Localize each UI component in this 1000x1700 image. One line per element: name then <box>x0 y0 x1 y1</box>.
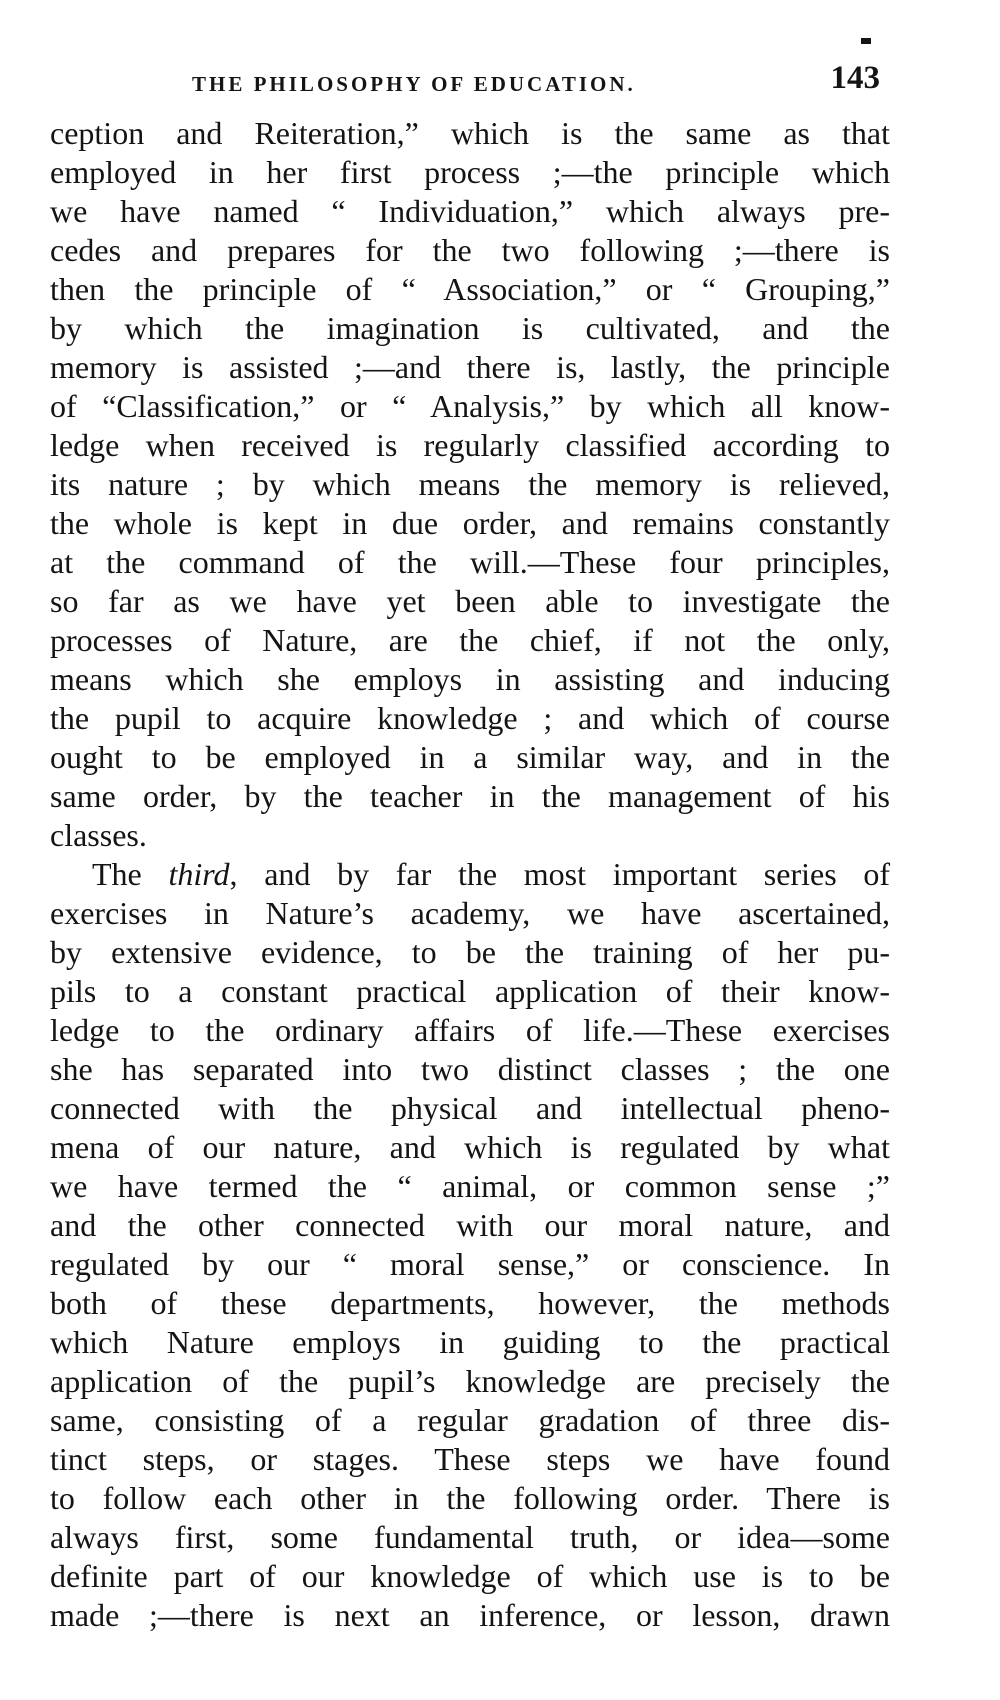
text-line: exercises in Nature’s academy, we have ascertained, <box>50 895 890 931</box>
text-line: both of these departments, however, the methods <box>50 1285 890 1321</box>
text-line: processes of Nature, are the chief, if not the only, <box>50 622 890 658</box>
text-line: its nature ; by which means the memory is relieved, <box>50 466 890 502</box>
corner-ink-mark <box>861 38 871 44</box>
running-title: THE PHILOSOPHY OF EDUCATION. <box>192 72 636 96</box>
text-line: so far as we have yet been able to investigate the <box>50 583 890 619</box>
text-line: pils to a constant practical application of their know- <box>50 973 890 1009</box>
text-line: the whole is kept in due order, and remains constantly <box>50 505 890 541</box>
text-line: tinct steps, or stages. These steps we have found <box>50 1441 890 1477</box>
text-line: of “Classification,” or “ Analysis,” by which all know- <box>50 388 890 424</box>
text-line: and the other connected with our moral nature, and <box>50 1207 890 1243</box>
text-line: by extensive evidence, to be the training of her pu- <box>50 934 890 970</box>
text-line: which Nature employs in guiding to the practical <box>50 1324 890 1360</box>
paragraph-opening-before: The <box>92 856 169 892</box>
text-line: then the principle of “ Association,” or “ Grouping,” <box>50 271 890 307</box>
text-line: at the command of the will.—These four principles, <box>50 544 890 580</box>
text-line: classes. <box>50 817 147 853</box>
emphasized-word: third <box>168 856 230 892</box>
text-line: definite part of our knowledge of which use is to be <box>50 1558 890 1594</box>
text-line: made ;—there is next an inference, or lesson, drawn <box>50 1597 890 1633</box>
text-line: mena of our nature, and which is regulated by what <box>50 1129 890 1165</box>
text-line: memory is assisted ;—and there is, lastly, the principle <box>50 349 890 385</box>
text-line: we have named “ Individuation,” which always pre- <box>50 193 890 229</box>
text-line: regulated by our “ moral sense,” or conscience. In <box>50 1246 890 1282</box>
text-line: to follow each other in the following order. There is <box>50 1480 890 1516</box>
page-number: 143 <box>830 60 880 96</box>
text-line: connected with the physical and intellectual pheno- <box>50 1090 890 1126</box>
text-line: ought to be employed in a similar way, and in the <box>50 739 890 775</box>
text-line: ledge when received is regularly classified according to <box>50 427 890 463</box>
text-line: ledge to the ordinary affairs of life.—These exercises <box>50 1012 890 1048</box>
text-line: same order, by the teacher in the management of his <box>50 778 890 814</box>
text-line: means which she employs in assisting and inducing <box>50 661 890 697</box>
text-line: cedes and prepares for the two following ;—there is <box>50 232 890 268</box>
text-line: employed in her first process ;—the principle which <box>50 154 890 190</box>
text-line: same, consisting of a regular gradation of three dis- <box>50 1402 890 1438</box>
text-line: we have termed the “ animal, or common sense ;” <box>50 1168 890 1204</box>
body-text <box>50 114 890 1635</box>
text-line: by which the imagination is cultivated, and the <box>50 310 890 346</box>
text-line: application of the pupil’s knowledge are precisely the <box>50 1363 890 1399</box>
text-line: ception and Reiteration,” which is the same as that <box>50 115 890 151</box>
text-line: the pupil to acquire knowledge ; and which of course <box>50 700 890 736</box>
text-line: always first, some fundamental truth, or idea—some <box>50 1519 890 1555</box>
paragraph-opening-line <box>50 855 890 894</box>
paragraph-opening-after: , and by far the most important series of <box>229 856 891 892</box>
page-header <box>50 58 880 108</box>
text-line: she has separated into two distinct classes ; the one <box>50 1051 890 1087</box>
